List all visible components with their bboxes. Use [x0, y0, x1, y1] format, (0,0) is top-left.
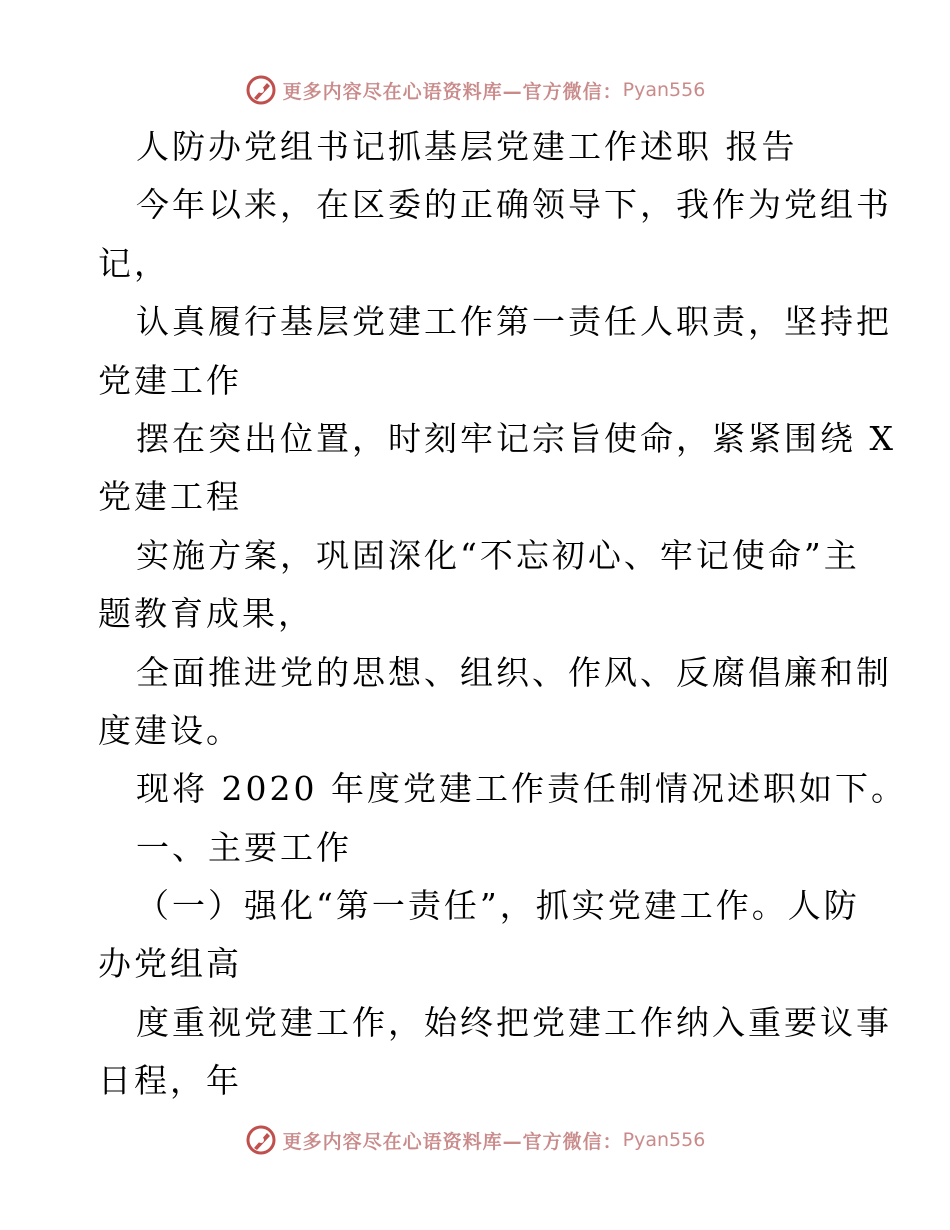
paragraph-line: 现将 2020 年度党建工作责任制情况述职如下。: [136, 769, 907, 809]
paragraph-line: 全面推进党的思想、组织、作风、反腐倡廉和制: [136, 652, 892, 692]
paragraph-line: 度建设。: [98, 710, 242, 750]
section-heading: 一、主要工作: [136, 827, 352, 867]
paragraph-line: 记，: [98, 243, 170, 283]
subsection-heading: （一）强化“第一责任”，抓实党建工作。人防: [136, 886, 860, 926]
quill-seal-icon: [245, 1124, 277, 1156]
banner-wechat-id: Pyan556: [622, 1129, 706, 1151]
document-body: [98, 118, 907, 1111]
paragraph-line: 办党组高: [98, 944, 242, 984]
paragraph-line: 题教育成果，: [98, 594, 314, 634]
document-title: 人防办党组书记抓基层党建工作述职 报告: [136, 127, 798, 166]
quill-seal-icon: [245, 74, 277, 106]
paragraph-line: 今年以来，在区委的正确领导下，我作为党组书: [136, 185, 892, 225]
paragraph-line: 度重视党建工作，始终把党建工作纳入重要议事: [136, 1002, 892, 1042]
paragraph-line: 党建工程: [98, 477, 242, 517]
banner-text: 更多内容尽在心语资料库—官方微信：: [282, 1130, 623, 1153]
paragraph-line: 日程，年: [98, 1061, 242, 1101]
paragraph-line: 实施方案，巩固深化“不忘初心、牢记使命”主: [136, 535, 860, 575]
footer-banner: [0, 1120, 950, 1160]
paragraph-line: 摆在突出位置，时刻牢记宗旨使命，紧紧围绕 X: [136, 418, 896, 458]
banner-text: 更多内容尽在心语资料库—官方微信：: [282, 80, 623, 103]
paragraph-line: 党建工作: [98, 360, 242, 400]
banner-wechat-id: Pyan556: [622, 79, 706, 101]
header-banner: [0, 70, 950, 110]
paragraph-line: 认真履行基层党建工作第一责任人职责，坚持把: [136, 302, 892, 342]
